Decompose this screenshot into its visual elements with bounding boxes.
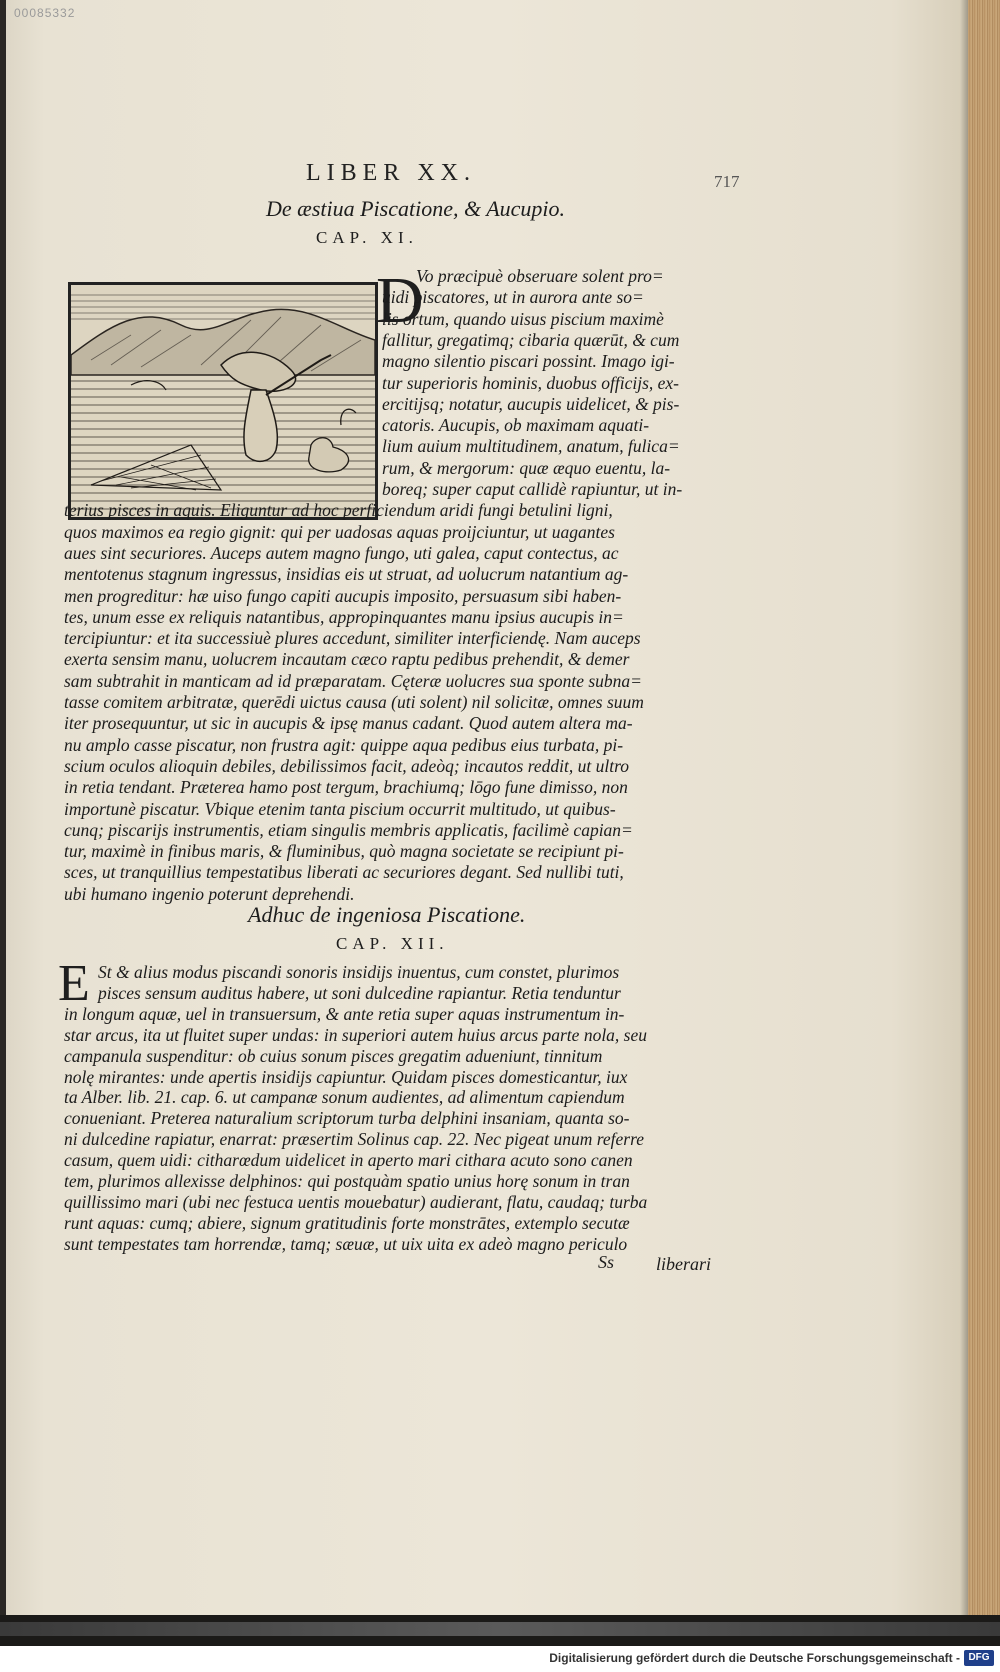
fishing-scene-engraving [71, 285, 375, 517]
text-line: magno silentio piscari possint. Imago igi- [382, 351, 675, 372]
scan-color-strip [0, 1622, 1000, 1636]
text-line: importunè piscatur. Vbique etenim tanta piscium occurrit multitudo, ut quibus- [64, 798, 616, 819]
drop-cap-d: D [376, 264, 424, 337]
drop-cap-e: E [58, 955, 90, 1012]
book-page [6, 0, 968, 1615]
text-line: nolę mirantes: unde apertis insidijs capiuntur. Quidam pisces domesticantur, iux [64, 1066, 628, 1087]
chapter-11-number: CAP. XI. [316, 228, 418, 247]
text-line: boreq; super caput callidè rapiuntur, ut in- [382, 479, 683, 499]
text-line: ubi humano ingenio poterunt deprehendi. [64, 883, 355, 904]
text-line: lis ortum, quando uisus piscium maximè [382, 308, 664, 329]
text-line: nu amplo casse piscatur, non frustra agit: quippe aqua pedibus eius turbata, pi- [64, 734, 624, 755]
text-line: sunt tempestates tam horrendæ, tamq; sæuæ, ut uix uita ex adeò magno periculo [64, 1233, 628, 1254]
text-line: ni dulcedine rapiatur, enarrat: præsertim Solinus cap. 22. Nec pigeat unum referre [64, 1129, 645, 1150]
text-line: ta Alber. lib. 21. cap. 6. ut campanæ sonum audientes, ad alimentum capiendum [64, 1087, 625, 1108]
page-number: 717 [714, 172, 740, 191]
dfg-logo: DFG [964, 1650, 994, 1666]
text-line: St & alius modus piscandi sonoris insidijs inuentus, cum constet, plurimos [98, 962, 620, 982]
text-line: aues sint securiores. Auceps autem magno fungo, uti galea, caput contectus, ac [64, 542, 619, 563]
text-line: terius pisces in aquis. Eliguntur ad hoc perficiendum aridi fungi betulini ligni, [64, 500, 613, 521]
text-line: scium oculos alioquin debiles, debilissimos facit, adeòq; incautos reddit, ut ultro [64, 755, 629, 776]
text-line: tur superioris hominis, duobus officijs, ex- [382, 372, 680, 393]
footer [0, 1646, 1000, 1672]
text-line: cunq; piscarijs instrumentis, etiam singulis membris applicatis, facilimè capian= [64, 819, 633, 840]
funding-notice: Digitalisierung gefördert durch die Deutsche Forschungsgemeinschaft - [549, 1651, 960, 1665]
text-line: runt aquas: cumq; abiere, signum gratitudinis forte monstrātes, extemplo secutæ [64, 1212, 630, 1233]
text-line: in longum aquæ, uel in transuersum, & ante retia super aquas instrumentum in- [64, 1003, 625, 1024]
catalog-number: 00085332 [14, 6, 76, 20]
woodcut-illustration [68, 282, 378, 520]
text-line: conueniant. Preterea naturalium scriptorum turba delphini insaniam, quanta so- [64, 1108, 630, 1129]
text-line: in retia tendant. Præterea hamo post tergum, brachiumq; lōgo fune dimisso, non [64, 777, 628, 798]
text-line: tur, maximè in finibus maris, & fluminibus, quò magna societate se recipiunt pi- [64, 841, 624, 862]
text-line: tes, unum esse ex reliquis natantibus, appropinquantes manu ipsius aucupis in= [64, 606, 624, 627]
text-line: mentotenus stagnum ingressus, insidias eis ut struat, ad uolucrum natantium ag- [64, 564, 629, 585]
text-line: tem, plurimos allexisse delphinos: qui postquàm spatio unius horę sonum in tran [64, 1171, 630, 1191]
text-line: fallitur, gregatimq; cibaria quærūt, & cum [382, 329, 680, 350]
book-edge [968, 0, 1000, 1615]
text-line: star arcus, ita ut fluitet super undas: in superiori autem huius arcus parte nola, seu [64, 1024, 648, 1045]
text-line: sam subtrahit in manticam ad id præparatam. Cęteræ uolucres sua sponte subna= [64, 670, 642, 691]
text-line: quillissimo mari (ubi nec festuca uentis mouebatur) audierant, flatu, caudaq; turba [64, 1191, 648, 1212]
text-line: men progreditur: hæ uiso fungo capiti aucupis imposito, persuasum sibi haben- [64, 585, 622, 606]
text-line: quos maximos ea regio gignit: qui per uadosas aquas proijciuntur, ut uagantes [64, 521, 615, 542]
text-line: sces, ut tranquillius tempestatibus liberati ac securiores degant. Sed nullibi tuti, [64, 862, 624, 883]
text-line: casum, quem uidi: citharœdum uidelicet in aperto mari cithara acuto sono canen [64, 1150, 633, 1171]
text-line: iter prosequuntur, ut sic in aucupis & ipsę manus cadant. Quod autem altera ma- [64, 713, 633, 734]
chapter-11-title: De æstiua Piscatione, & Aucupio. [266, 196, 566, 221]
chapter-12-title: Adhuc de ingeniosa Piscatione. [248, 902, 526, 927]
text-line: rum, & mergorum: quæ æquo euentu, la- [382, 457, 671, 478]
text-line: ercitijsq; notatur, aucupis uidelicet, & pis- [382, 393, 680, 414]
text-line: catoris. Aucupis, ob maximam aquati- [382, 415, 650, 436]
signature-mark: Ss [598, 1252, 615, 1272]
text-line: campanula suspenditur: ob cuius sonum pisces gregatim adueniunt, tinnitum [64, 1045, 603, 1066]
catchword: liberari [656, 1254, 712, 1274]
text-line: uidi piscatores, ut in aurora ante so= [382, 287, 644, 308]
text-line: exerta sensim manu, uolucrem incautam cæco raptu pedibus prehendit, & demer [64, 649, 630, 670]
text-line: pisces sensum auditus habere, ut soni dulcedine rapiantur. Retia tenduntur [98, 982, 621, 1003]
chapter-12-number: CAP. XII. [336, 934, 449, 953]
gutter-shadow [960, 0, 968, 1615]
text-line: tercipiuntur: et ita successiuè plures accedunt, similiter interficiendę. Nam auceps [64, 628, 641, 649]
text-line: lium auium multitudinem, anatum, fulica= [382, 436, 680, 457]
text-line: tasse comitem arbitratæ, querēdi uictus causa (uti solent) nil solicitæ, omnes suum [64, 692, 644, 712]
text-line: Vo præcipuè obseruare solent pro= [416, 266, 664, 286]
running-head: LIBER XX. [306, 160, 476, 186]
